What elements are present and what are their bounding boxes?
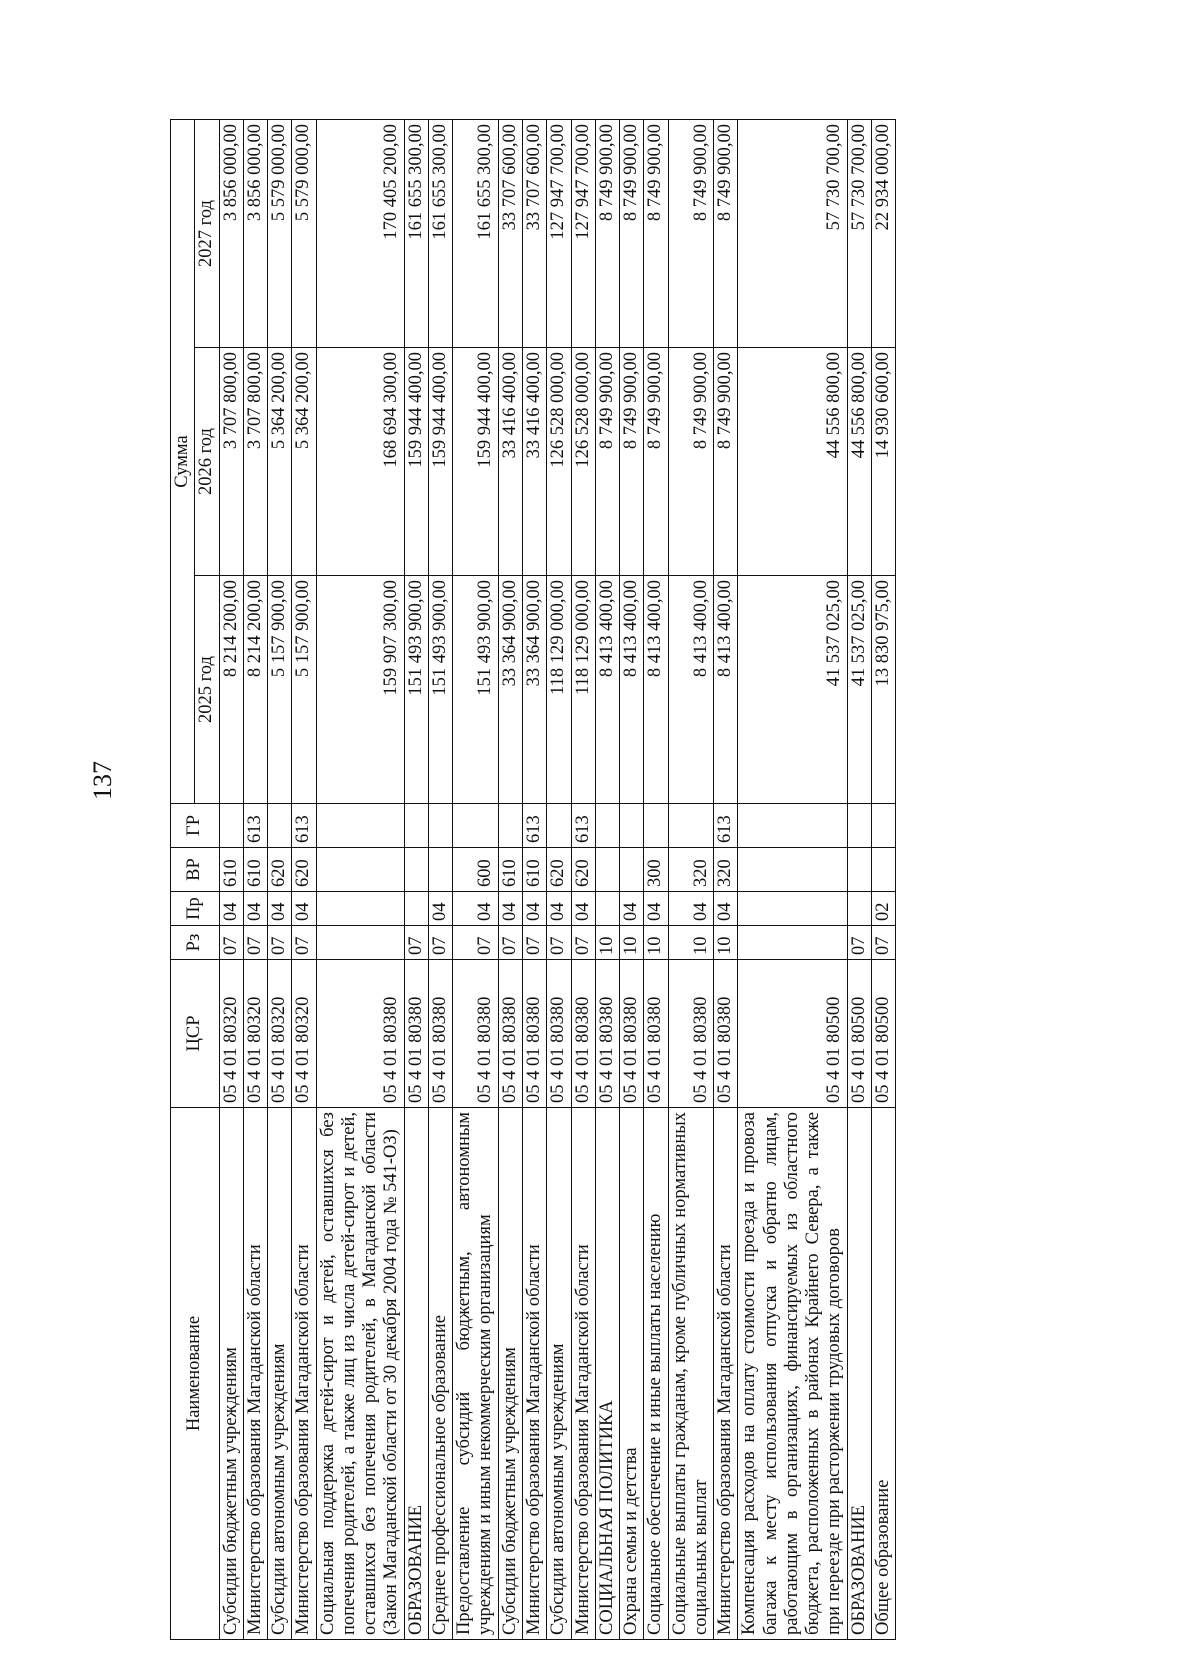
- cell-pr: 04: [668, 892, 714, 926]
- rotated-table-container: [170, 120, 1050, 1640]
- cell-2026: 14 930 600,00: [871, 348, 895, 576]
- cell-rz: 07: [219, 926, 243, 960]
- cell-gr: 613: [292, 804, 316, 848]
- cell-2025: 118 129 000,00: [571, 576, 595, 804]
- table-row: [522, 119, 546, 1639]
- cell-2027: 8 749 900,00: [620, 119, 644, 347]
- cell-csr: 05 4 01 80380: [644, 960, 668, 1108]
- cell-rz: 10: [668, 926, 714, 960]
- table-header-row: [171, 119, 195, 1639]
- header-sum: Сумма: [171, 119, 195, 803]
- header-pr: Пр: [171, 892, 220, 926]
- cell-pr: 04: [714, 892, 738, 926]
- cell-2027: 8 749 900,00: [668, 119, 714, 347]
- cell-pr: 04: [571, 892, 595, 926]
- cell-csr: 05 4 01 80500: [871, 960, 895, 1108]
- cell-2027: 33 707 600,00: [522, 119, 546, 347]
- cell-csr: 05 4 01 80320: [292, 960, 316, 1108]
- cell-name: Социальная поддержка детей-сирот и детей, оставшихся без попечения родителей, а также лиц из числа детей-сирот и детей, оставшихся без попечения родителей, в Магаданской области (Закон Магаданской области от 30 декабря 2004 года № 541-ОЗ): [316, 1108, 404, 1640]
- cell-vr: [847, 848, 871, 892]
- cell-name: Министерство образования Магаданской области: [243, 1108, 267, 1640]
- cell-rz: 07: [522, 926, 546, 960]
- table-row: [453, 119, 499, 1639]
- cell-pr: 04: [268, 892, 292, 926]
- cell-2026: 3 707 800,00: [219, 348, 243, 576]
- cell-gr: [668, 804, 714, 848]
- cell-vr: 620: [292, 848, 316, 892]
- cell-name: ОБРАЗОВАНИЕ: [404, 1108, 428, 1640]
- cell-2026: 126 528 000,00: [571, 348, 595, 576]
- cell-csr: 05 4 01 80320: [268, 960, 292, 1108]
- cell-name: ОБРАЗОВАНИЕ: [847, 1108, 871, 1640]
- cell-rz: 10: [714, 926, 738, 960]
- cell-pr: [847, 892, 871, 926]
- cell-2026: 8 749 900,00: [668, 348, 714, 576]
- cell-csr: 05 4 01 80380: [498, 960, 522, 1108]
- cell-csr: 05 4 01 80320: [219, 960, 243, 1108]
- cell-vr: 610: [522, 848, 546, 892]
- cell-name: Министерство образования Магаданской области: [714, 1108, 738, 1640]
- header-vr: ВР: [171, 848, 220, 892]
- table-row: [620, 119, 644, 1639]
- cell-2025: 8 413 400,00: [668, 576, 714, 804]
- cell-name: СОЦИАЛЬНАЯ ПОЛИТИКА: [595, 1108, 619, 1640]
- cell-csr: 05 4 01 80380: [547, 960, 571, 1108]
- cell-2026: 8 749 900,00: [644, 348, 668, 576]
- cell-rz: [738, 926, 847, 960]
- cell-name: Среднее профессиональное образование: [428, 1108, 452, 1640]
- cell-vr: 610: [243, 848, 267, 892]
- cell-2027: 8 749 900,00: [644, 119, 668, 347]
- cell-name: Субсидии автономным учреждениям: [268, 1108, 292, 1640]
- cell-2025: 8 413 400,00: [714, 576, 738, 804]
- cell-pr: 04: [219, 892, 243, 926]
- cell-2027: 161 655 300,00: [453, 119, 499, 347]
- cell-2026: 159 944 400,00: [428, 348, 452, 576]
- cell-gr: [644, 804, 668, 848]
- table-row: [268, 119, 292, 1639]
- header-rz: Рз: [171, 926, 220, 960]
- cell-csr: 05 4 01 80500: [847, 960, 871, 1108]
- cell-gr: [268, 804, 292, 848]
- cell-name: Министерство образования Магаданской области: [522, 1108, 546, 1640]
- cell-name: Социальное обеспечение и иные выплаты населению: [644, 1108, 668, 1640]
- table-row: [316, 119, 404, 1639]
- header-2027: 2027 год: [195, 119, 219, 347]
- cell-2025: 41 537 025,00: [738, 576, 847, 804]
- cell-name: Субсидии автономным учреждениям: [547, 1108, 571, 1640]
- table-row: [219, 119, 243, 1639]
- cell-vr: 320: [668, 848, 714, 892]
- cell-2026: 3 707 800,00: [243, 348, 267, 576]
- cell-pr: 04: [428, 892, 452, 926]
- cell-vr: 610: [498, 848, 522, 892]
- cell-rz: 07: [847, 926, 871, 960]
- cell-gr: 613: [571, 804, 595, 848]
- header-name: Наименование: [171, 1108, 220, 1640]
- cell-2025: 33 364 900,00: [498, 576, 522, 804]
- cell-rz: [316, 926, 404, 960]
- cell-csr: 05 4 01 80380: [571, 960, 595, 1108]
- cell-name: Общее образование: [871, 1108, 895, 1640]
- cell-pr: 04: [453, 892, 499, 926]
- cell-csr: 05 4 01 80380: [668, 960, 714, 1108]
- cell-2025: 8 413 400,00: [595, 576, 619, 804]
- cell-pr: 04: [243, 892, 267, 926]
- cell-pr: 04: [498, 892, 522, 926]
- cell-vr: [738, 848, 847, 892]
- cell-2026: 33 416 400,00: [522, 348, 546, 576]
- table-row: [243, 119, 267, 1639]
- cell-csr: 05 4 01 80380: [428, 960, 452, 1108]
- cell-rz: 07: [571, 926, 595, 960]
- cell-pr: [404, 892, 428, 926]
- cell-name: Предоставление субсидий бюджетным, автономным учреждениям и иным некоммерческим организациям: [453, 1108, 499, 1640]
- page-number: 137: [88, 761, 117, 800]
- cell-pr: 04: [547, 892, 571, 926]
- cell-2027: 127 947 700,00: [547, 119, 571, 347]
- cell-gr: [871, 804, 895, 848]
- cell-gr: [219, 804, 243, 848]
- cell-2027: 8 749 900,00: [714, 119, 738, 347]
- cell-2027: 57 730 700,00: [847, 119, 871, 347]
- cell-gr: [453, 804, 499, 848]
- cell-2026: 44 556 800,00: [738, 348, 847, 576]
- cell-vr: 300: [644, 848, 668, 892]
- cell-2025: 5 157 900,00: [268, 576, 292, 804]
- table-row: [571, 119, 595, 1639]
- cell-2027: 5 579 000,00: [292, 119, 316, 347]
- cell-2026: 5 364 200,00: [292, 348, 316, 576]
- cell-2026: 126 528 000,00: [547, 348, 571, 576]
- cell-2027: 127 947 700,00: [571, 119, 595, 347]
- cell-pr: 04: [292, 892, 316, 926]
- table-row: [292, 119, 316, 1639]
- cell-name: Министерство образования Магаданской области: [292, 1108, 316, 1640]
- cell-2027: 8 749 900,00: [595, 119, 619, 347]
- budget-table: [170, 119, 896, 1640]
- cell-pr: 04: [522, 892, 546, 926]
- header-gr: ГР: [171, 804, 220, 848]
- cell-rz: 07: [428, 926, 452, 960]
- header-2025: 2025 год: [195, 576, 219, 804]
- cell-vr: 610: [219, 848, 243, 892]
- header-2026: 2026 год: [195, 348, 219, 576]
- table-row: [871, 119, 895, 1639]
- cell-rz: 10: [620, 926, 644, 960]
- cell-2026: 8 749 900,00: [620, 348, 644, 576]
- cell-2026: 159 944 400,00: [404, 348, 428, 576]
- cell-2026: 44 556 800,00: [847, 348, 871, 576]
- cell-vr: 620: [547, 848, 571, 892]
- cell-2027: 22 934 000,00: [871, 119, 895, 347]
- cell-2025: 8 413 400,00: [620, 576, 644, 804]
- cell-2026: 159 944 400,00: [453, 348, 499, 576]
- cell-vr: 600: [453, 848, 499, 892]
- cell-2025: 8 413 400,00: [644, 576, 668, 804]
- cell-2025: 151 493 900,00: [404, 576, 428, 804]
- cell-gr: 613: [243, 804, 267, 848]
- cell-gr: [595, 804, 619, 848]
- cell-name: Социальные выплаты гражданам, кроме публичных нормативных социальных выплат: [668, 1108, 714, 1640]
- cell-2026: 8 749 900,00: [714, 348, 738, 576]
- cell-2025: 8 214 200,00: [219, 576, 243, 804]
- cell-csr: 05 4 01 80380: [595, 960, 619, 1108]
- cell-vr: [404, 848, 428, 892]
- cell-2025: 33 364 900,00: [522, 576, 546, 804]
- cell-gr: [620, 804, 644, 848]
- cell-2025: 5 157 900,00: [292, 576, 316, 804]
- table-row: [547, 119, 571, 1639]
- cell-2027: 3 856 000,00: [219, 119, 243, 347]
- cell-2025: 8 214 200,00: [243, 576, 267, 804]
- cell-gr: [847, 804, 871, 848]
- cell-2026: 33 416 400,00: [498, 348, 522, 576]
- cell-csr: 05 4 01 80380: [620, 960, 644, 1108]
- cell-pr: 04: [620, 892, 644, 926]
- table-row: [595, 119, 619, 1639]
- cell-2025: 151 493 900,00: [428, 576, 452, 804]
- table-row: [668, 119, 714, 1639]
- cell-2027: 161 655 300,00: [404, 119, 428, 347]
- table-row: [428, 119, 452, 1639]
- cell-csr: 05 4 01 80380: [453, 960, 499, 1108]
- cell-2027: 3 856 000,00: [243, 119, 267, 347]
- cell-2026: 5 364 200,00: [268, 348, 292, 576]
- cell-gr: [498, 804, 522, 848]
- cell-vr: [620, 848, 644, 892]
- table-row: [847, 119, 871, 1639]
- cell-2027: 161 655 300,00: [428, 119, 452, 347]
- cell-csr: 05 4 01 80380: [316, 960, 404, 1108]
- cell-csr: 05 4 01 80320: [243, 960, 267, 1108]
- cell-vr: 620: [571, 848, 595, 892]
- cell-csr: 05 4 01 80500: [738, 960, 847, 1108]
- header-csr: ЦСР: [171, 960, 220, 1108]
- cell-rz: 07: [498, 926, 522, 960]
- cell-2027: 57 730 700,00: [738, 119, 847, 347]
- cell-rz: 07: [404, 926, 428, 960]
- cell-2026: 8 749 900,00: [595, 348, 619, 576]
- table-row: [738, 119, 847, 1639]
- cell-2027: 5 579 000,00: [268, 119, 292, 347]
- cell-vr: 320: [714, 848, 738, 892]
- cell-pr: [595, 892, 619, 926]
- cell-rz: 07: [547, 926, 571, 960]
- cell-rz: 10: [644, 926, 668, 960]
- cell-vr: 620: [268, 848, 292, 892]
- cell-gr: [547, 804, 571, 848]
- cell-2026: 168 694 300,00: [316, 348, 404, 576]
- cell-pr: 02: [871, 892, 895, 926]
- cell-2025: 151 493 900,00: [453, 576, 499, 804]
- table-row: [714, 119, 738, 1639]
- cell-vr: [428, 848, 452, 892]
- cell-name: Компенсация расходов на оплату стоимости проезда и провоза багажа к месту использования отпуска и обратно лицам, работающим в организациях, финансируемых из областного бюджета, расположенных в районах Крайнего Севера, а также при переезде при расторжении трудовых договоров: [738, 1108, 847, 1640]
- table-row: [404, 119, 428, 1639]
- cell-rz: 07: [268, 926, 292, 960]
- cell-2025: 118 129 000,00: [547, 576, 571, 804]
- cell-name: Субсидии бюджетным учреждениям: [498, 1108, 522, 1640]
- cell-vr: [316, 848, 404, 892]
- cell-csr: 05 4 01 80380: [714, 960, 738, 1108]
- cell-rz: 07: [292, 926, 316, 960]
- table-row: [644, 119, 668, 1639]
- cell-2027: 170 405 200,00: [316, 119, 404, 347]
- cell-gr: 613: [522, 804, 546, 848]
- cell-gr: [316, 804, 404, 848]
- cell-gr: [738, 804, 847, 848]
- cell-2025: 159 907 300,00: [316, 576, 404, 804]
- cell-2027: 33 707 600,00: [498, 119, 522, 347]
- cell-name: Субсидии бюджетным учреждениям: [219, 1108, 243, 1640]
- cell-pr: [316, 892, 404, 926]
- table-body: [219, 119, 896, 1639]
- cell-name: Министерство образования Магаданской области: [571, 1108, 595, 1640]
- cell-rz: 07: [871, 926, 895, 960]
- cell-rz: 07: [453, 926, 499, 960]
- cell-csr: 05 4 01 80380: [404, 960, 428, 1108]
- cell-gr: [404, 804, 428, 848]
- cell-vr: [595, 848, 619, 892]
- cell-2025: 13 830 975,00: [871, 576, 895, 804]
- cell-gr: 613: [714, 804, 738, 848]
- cell-name: Охрана семьи и детства: [620, 1108, 644, 1640]
- cell-2025: 41 537 025,00: [847, 576, 871, 804]
- cell-pr: 04: [644, 892, 668, 926]
- table-row: [498, 119, 522, 1639]
- cell-csr: 05 4 01 80380: [522, 960, 546, 1108]
- cell-gr: [428, 804, 452, 848]
- cell-rz: 10: [595, 926, 619, 960]
- cell-rz: 07: [243, 926, 267, 960]
- cell-pr: [738, 892, 847, 926]
- cell-vr: [871, 848, 895, 892]
